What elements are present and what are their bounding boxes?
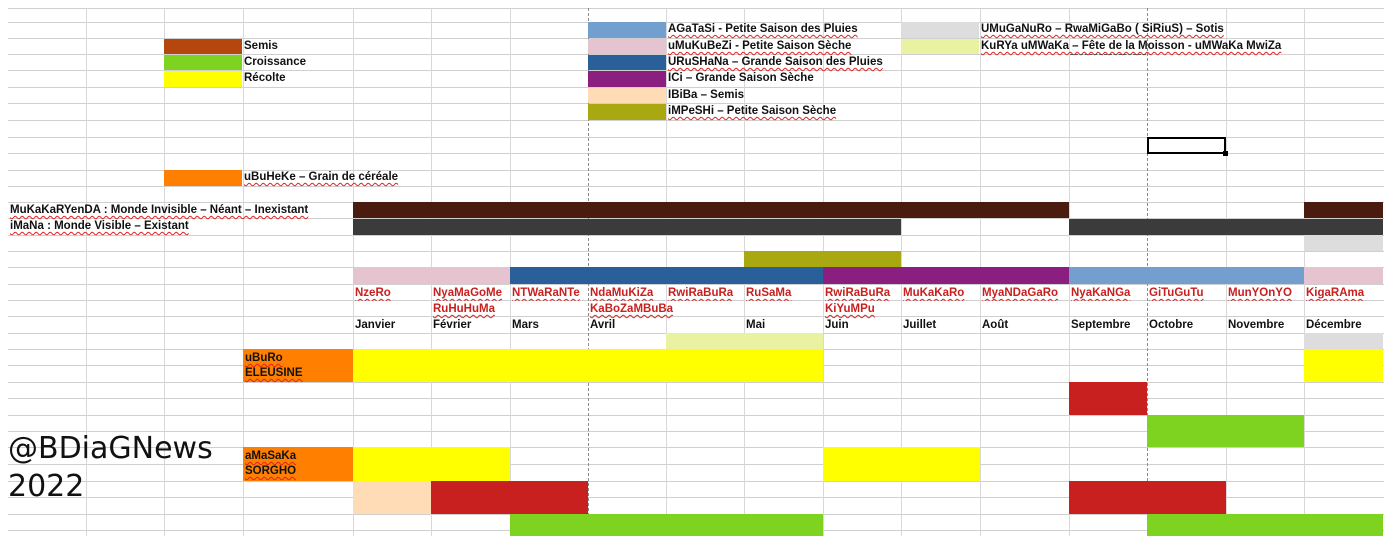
sorgho-recolte-2	[823, 447, 980, 481]
kirundi-month-name-alt: KiYuMPu	[825, 303, 875, 315]
kirundi-month-name: NyaKaNGa	[1071, 287, 1131, 299]
world-invisible-bar-1	[353, 202, 1069, 218]
swatch-kurya	[901, 39, 979, 54]
legend-urushana-label: URuSHaNa – Grande Saison des Pluies	[668, 56, 883, 68]
kirundi-month-name: MuKaKaRo	[903, 287, 965, 299]
harvest-festival-marker	[666, 333, 823, 349]
row-gridline	[8, 382, 1384, 383]
kirundi-month-name: NzeRo	[355, 287, 391, 299]
row-gridline	[8, 447, 1384, 448]
legend-kurya-label: KuRYa uMWaKa – Fête de la Moisson - uMWaKa MwiZa	[981, 40, 1282, 52]
sirius-marker-top	[1304, 235, 1383, 251]
swatch-urushana	[588, 55, 666, 70]
world-visible-bar-1	[353, 219, 901, 235]
kirundi-month-name: RuSaMa	[746, 287, 792, 299]
sorgho-semis-1	[431, 481, 588, 514]
crop-sorgho-latin: SORGHO	[245, 465, 297, 477]
swatch-croissance	[164, 55, 242, 70]
kirundi-month-name: NdaMuKiZa	[590, 287, 654, 299]
month-label: Juin	[825, 319, 849, 331]
world-visible-bar-2	[1069, 219, 1383, 235]
world-visible-label: iMaNa : Monde Visible – Existant	[10, 220, 189, 232]
sorgho-semis-2	[1069, 481, 1226, 514]
month-label: Février	[433, 319, 472, 331]
swatch-recolte	[164, 71, 242, 87]
row-gridline	[8, 398, 1384, 399]
kirundi-month-name: RwiRaBuRa	[825, 287, 891, 299]
season-ici	[823, 267, 1069, 284]
kirundi-month-name: RwiRaBuRa	[668, 287, 734, 299]
kirundi-month-name: KigaRAma	[1306, 287, 1365, 299]
sorgho-recolte-1	[353, 447, 510, 481]
season-urushana	[510, 267, 823, 284]
month-label: Octobre	[1149, 319, 1194, 331]
kirundi-month-name-alt: RuHuHuMa	[433, 303, 495, 315]
season-umukubezi-1	[353, 267, 510, 284]
swatch-semis	[164, 39, 242, 54]
kirundi-month-name: MunYOnYO	[1228, 287, 1292, 299]
month-label: Janvier	[355, 319, 396, 331]
kirundi-month-name: GiTuGuTu	[1149, 287, 1204, 299]
legend-ibiba-label: IBiBa – Semis	[668, 89, 745, 101]
world-invisible-bar-2	[1304, 202, 1383, 218]
kirundi-month-name: NTWaRaNTe	[512, 287, 580, 299]
sorgho-croissance-2	[1147, 514, 1383, 536]
kirundi-month-name-alt: KaBoZaMBuBa	[590, 303, 674, 315]
eleusine-croissance	[1147, 415, 1304, 447]
impeshi-bar	[744, 251, 901, 267]
swatch-impeshi	[588, 104, 666, 120]
row-gridline	[8, 464, 1384, 465]
legend-impeshi-label: iMPeSHi – Petite Saison Sèche	[668, 105, 837, 117]
month-label: Décembre	[1306, 319, 1362, 331]
legend-semis-label: Semis	[244, 40, 278, 52]
month-label: Avril	[590, 319, 616, 331]
legend-agatasi-label: AGaTaSi - Petite Saison des Pluies	[668, 23, 858, 35]
legend-recolte-label: Récolte	[244, 72, 286, 84]
sirius-marker-bottom	[1304, 333, 1383, 349]
crop-eleusine-latin: ELEUSINE	[245, 367, 303, 379]
swatch-agatasi	[588, 22, 666, 38]
row-gridline	[8, 235, 1384, 236]
season-umukubezi-2	[1304, 267, 1383, 284]
fill-handle[interactable]	[1223, 151, 1228, 156]
month-label: Juillet	[903, 319, 937, 331]
watermark-handle: @BDiaGNews	[8, 431, 213, 466]
swatch-umukubezi	[588, 39, 666, 54]
eleusine-recolte-1	[353, 349, 823, 382]
month-label: Septembre	[1071, 319, 1131, 331]
selected-cell[interactable]	[1147, 137, 1226, 154]
legend-croissance-label: Croissance	[244, 56, 307, 68]
month-label: Mai	[746, 319, 766, 331]
row-gridline	[8, 8, 1384, 9]
page-break-dash	[1070, 54, 1146, 55]
kirundi-month-name: MyaNDaGaRo	[982, 287, 1059, 299]
row-gridline	[8, 251, 1384, 252]
row-gridline	[8, 284, 1384, 285]
month-label: Août	[982, 319, 1009, 331]
row-gridline	[8, 186, 1384, 187]
month-label: Novembre	[1228, 319, 1285, 331]
row-gridline	[8, 120, 1384, 121]
month-label: Mars	[512, 319, 539, 331]
eleusine-recolte-2	[1304, 349, 1383, 382]
legend-umuganuro-label: UMuGaNuRo – RwaMiGaBo ( SiRiuS) – Sotis	[981, 23, 1224, 35]
sorgho-croissance-1	[510, 514, 823, 536]
swatch-grain	[164, 170, 242, 186]
swatch-ici	[588, 71, 666, 87]
swatch-umuganuro	[901, 22, 979, 38]
crop-sorgho-name: aMaSaKa	[245, 450, 297, 462]
legend-ici-label: ICi – Grande Saison Sèche	[668, 72, 814, 84]
row-gridline	[8, 316, 1384, 317]
world-invisible-label: MuKaKaRYenDA : Monde Invisible – Néant – Inexistant	[10, 204, 309, 216]
swatch-ibiba	[588, 88, 666, 103]
eleusine-semis	[1069, 382, 1147, 415]
legend-grain-label: uBuHeKe – Grain de céréale	[244, 171, 399, 183]
season-agatasi	[1069, 267, 1304, 284]
legend-umukubezi-label: uMuKuBeZi - Petite Saison Sèche	[668, 40, 852, 52]
sorgho-ibiba	[353, 481, 431, 514]
kirundi-month-name: NyaMaGoMe	[433, 287, 503, 299]
crop-eleusine-name: uBuRo	[245, 352, 283, 364]
watermark-year: 2022	[8, 469, 85, 504]
